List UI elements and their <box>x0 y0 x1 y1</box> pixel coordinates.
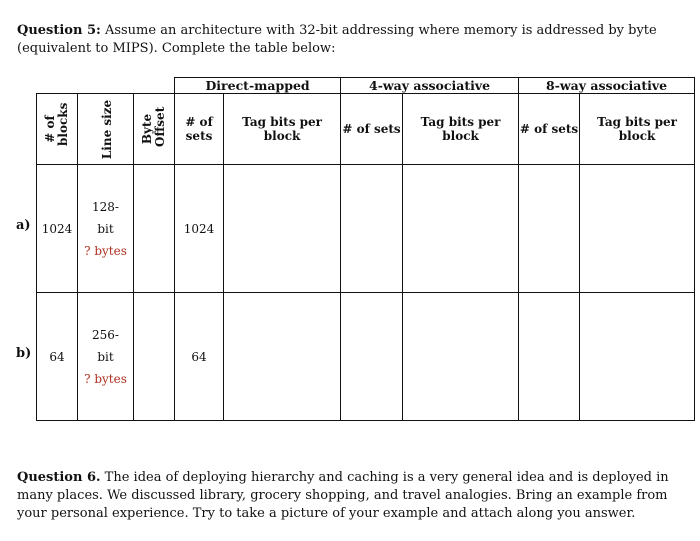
cell-tag-4way[interactable] <box>403 165 519 293</box>
cell-blocks: 1024 <box>37 165 78 293</box>
cell-sets-dm: 1024 <box>175 165 224 293</box>
question-5-text: Assume an architecture with 32-bit addressing where memory is addressed by byte (equivalent to MIPS). Complete the table below: <box>17 23 657 56</box>
question-5-label: Question 5: <box>17 23 101 38</box>
cell-byte-offset[interactable] <box>134 165 175 293</box>
header-tag-4way: Tag bits per block <box>403 94 519 165</box>
cell-byte-offset[interactable] <box>134 293 175 421</box>
header-sets-dm: # of sets <box>175 94 224 165</box>
group-direct-mapped: Direct-mapped <box>175 78 341 94</box>
question-6 <box>17 469 689 523</box>
row-label-a: a) <box>16 218 31 233</box>
cell-line-size: 128- bit ? bytes <box>78 165 134 293</box>
question-5 <box>17 22 689 58</box>
header-tag-dm: Tag bits per block <box>224 94 341 165</box>
cell-sets-8way[interactable] <box>519 165 580 293</box>
cell-tag-8way[interactable] <box>580 293 695 421</box>
cell-sets-dm: 64 <box>175 293 224 421</box>
row-label-b: b) <box>16 346 32 361</box>
cell-blocks: 64 <box>37 293 78 421</box>
question-6-text: The idea of deploying hierarchy and caching is a very general idea and is deployed in many places. We discussed library, grocery shopping, and travel analogies. Bring an example from your personal experience. Try to take a picture of your example and attach along you answer. <box>17 470 669 521</box>
cell-tag-dm[interactable] <box>224 165 341 293</box>
cell-tag-8way[interactable] <box>580 165 695 293</box>
table-row <box>37 293 695 421</box>
question-6-label: Question 6. <box>17 470 101 485</box>
cell-sets-4way[interactable] <box>341 165 403 293</box>
header-sets-8way: # of sets <box>519 94 580 165</box>
cell-sets-4way[interactable] <box>341 293 403 421</box>
group-8-way: 8-way associative <box>519 78 695 94</box>
header-line-size: Line size <box>78 94 134 165</box>
table-row <box>37 165 695 293</box>
cell-line-size: 256- bit ? bytes <box>78 293 134 421</box>
cell-sets-8way[interactable] <box>519 293 580 421</box>
header-sets-4way: # of sets <box>341 94 403 165</box>
cell-tag-4way[interactable] <box>403 293 519 421</box>
cache-table <box>36 77 695 421</box>
header-blocks: # of blocks <box>37 94 78 165</box>
group-4-way: 4-way associative <box>341 78 519 94</box>
header-byte-offset: Byte Offset <box>134 94 175 165</box>
cell-tag-dm[interactable] <box>224 293 341 421</box>
header-tag-8way: Tag bits per block <box>580 94 695 165</box>
